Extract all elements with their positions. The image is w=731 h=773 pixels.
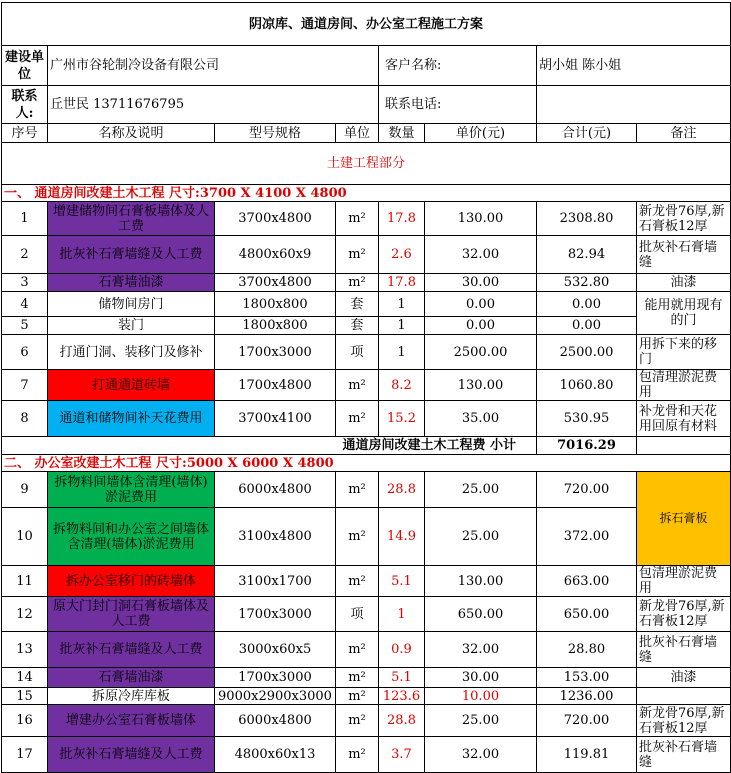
row-price: 30.00	[425, 668, 537, 688]
row-spec: 3100x4800	[215, 508, 336, 566]
row-name: 批灰补石膏墙缝及人工费	[48, 632, 215, 668]
row-qty: 1	[379, 317, 425, 335]
row-unit: m²	[336, 202, 379, 236]
row-unit: m²	[336, 566, 379, 597]
phone-value	[537, 86, 731, 124]
table-row	[2, 508, 731, 566]
row-no: 7	[2, 370, 48, 401]
row-unit: 套	[336, 317, 379, 335]
row-note: 新龙骨76厚,新石膏板12厚	[637, 202, 731, 236]
row-price: 0.00	[425, 292, 537, 317]
row-unit: 项	[336, 597, 379, 632]
row-name: 拆物料间墙体含清理(墙体)淤泥费用	[48, 472, 215, 508]
row-no: 3	[2, 274, 48, 292]
row-spec: 3700x4800	[215, 274, 336, 292]
row-note: 油漆	[637, 274, 731, 292]
table-row	[2, 737, 731, 773]
row-no: 8	[2, 401, 48, 437]
row-unit: 套	[336, 292, 379, 317]
row-qty: 3.7	[379, 737, 425, 773]
row-total: 1060.80	[537, 370, 637, 401]
contact-value: 丘世民 13711676795	[48, 86, 379, 124]
row-spec: 1700x3000	[215, 597, 336, 632]
row-total: 28.80	[537, 632, 637, 668]
construction-plan-sheet	[1, 2, 731, 773]
row-price: 650.00	[425, 597, 537, 632]
row-total: 82.94	[537, 236, 637, 274]
row-note: 用拆下来的移门	[637, 335, 731, 370]
row-total: 532.80	[537, 274, 637, 292]
row-note: 批灰补石膏墙缝	[637, 737, 731, 773]
phone-label: 联系电话:	[379, 86, 537, 124]
row-name: 拆原冷库库板	[48, 688, 215, 705]
col-header-price: 单价(元)	[425, 124, 537, 143]
row-qty: 5.1	[379, 566, 425, 597]
row-name: 批灰补石膏墙缝及人工费	[48, 236, 215, 274]
row-no: 9	[2, 472, 48, 508]
column-header-row	[2, 124, 731, 143]
row-unit: m²	[336, 401, 379, 437]
table-row	[2, 705, 731, 737]
row-name: 增建办公室石膏板墙体	[48, 705, 215, 737]
row-no: 17	[2, 737, 48, 773]
row-no: 16	[2, 705, 48, 737]
subtotal-label: 通道房间改建土木工程费 小计	[2, 437, 537, 455]
row-spec: 3100x1700	[215, 566, 336, 597]
row-qty: 8.2	[379, 370, 425, 401]
row-unit: m²	[336, 472, 379, 508]
row-note: 批灰补石膏墙缝	[637, 236, 731, 274]
row-qty: 5.1	[379, 668, 425, 688]
row-total: 372.00	[537, 508, 637, 566]
table-row	[2, 335, 731, 370]
row-spec: 6000x4800	[215, 705, 336, 737]
row-unit: m²	[336, 705, 379, 737]
sheet-title: 阴凉库、通道房间、办公室工程施工方案	[2, 3, 731, 46]
row-unit: m²	[336, 737, 379, 773]
row-spec: 3700x4800	[215, 202, 336, 236]
row-note: 能用就用现有的门	[637, 292, 731, 335]
row-total: 0.00	[537, 317, 637, 335]
row-name: 装门	[48, 317, 215, 335]
row-total: 720.00	[537, 472, 637, 508]
row-name: 打通通道砖墙	[48, 370, 215, 401]
row-qty: 17.8	[379, 274, 425, 292]
client-value: 胡小姐 陈小姐	[537, 46, 731, 86]
row-name: 石膏墙油漆	[48, 274, 215, 292]
row-unit: m²	[336, 274, 379, 292]
row-qty: 1	[379, 335, 425, 370]
row-name: 拆物料间和办公室之间墙体含清理(墙体)淤泥费用	[48, 508, 215, 566]
row-no: 15	[2, 688, 48, 705]
row-no: 10	[2, 508, 48, 566]
table-row	[2, 597, 731, 632]
builder-label: 建设单位	[2, 46, 48, 86]
row-price: 25.00	[425, 508, 537, 566]
row-total: 2308.80	[537, 202, 637, 236]
row-price: 130.00	[425, 370, 537, 401]
row-unit: m²	[336, 632, 379, 668]
col-header-total: 合计(元)	[537, 124, 637, 143]
row-price: 35.00	[425, 401, 537, 437]
row-total: 663.00	[537, 566, 637, 597]
row-no: 2	[2, 236, 48, 274]
row-note: 油漆	[637, 668, 731, 688]
row-spec: 1700x3000	[215, 668, 336, 688]
row-unit: 项	[336, 335, 379, 370]
row-qty: 1	[379, 597, 425, 632]
table-row	[2, 370, 731, 401]
row-total: 530.95	[537, 401, 637, 437]
row-total: 1236.00	[537, 688, 637, 705]
row-unit: m²	[336, 236, 379, 274]
row-price: 130.00	[425, 566, 537, 597]
row-qty: 28.8	[379, 472, 425, 508]
row-price: 30.00	[425, 274, 537, 292]
table-row	[2, 236, 731, 274]
row-name: 原大门封门洞石膏板墙体及人工费	[48, 597, 215, 632]
row-total: 153.00	[537, 668, 637, 688]
row-price: 25.00	[425, 705, 537, 737]
section1-title: 一、 通道房间改建土木工程 尺寸:3700 X 4100 X 4800	[2, 185, 731, 202]
col-header-qty: 数量	[379, 124, 425, 143]
row-total: 650.00	[537, 597, 637, 632]
row-qty: 14.9	[379, 508, 425, 566]
row-name: 打通门洞、装移门及修补	[48, 335, 215, 370]
row-note: 新龙骨76厚,新石膏板12厚	[637, 597, 731, 632]
civil-section-title: 土建工程部分	[2, 143, 731, 185]
row-name: 增建储物间石膏板墙体及人工费	[48, 202, 215, 236]
subtotal-row	[2, 437, 731, 455]
row-note: 补龙骨和天花用回原有材料	[637, 401, 731, 437]
row-qty: 2.6	[379, 236, 425, 274]
row-qty: 17.8	[379, 202, 425, 236]
col-header-unit: 单位	[336, 124, 379, 143]
row-spec: 3000x60x5	[215, 632, 336, 668]
row-no: 12	[2, 597, 48, 632]
row-no: 4	[2, 292, 48, 317]
row-no: 6	[2, 335, 48, 370]
row-total: 119.81	[537, 737, 637, 773]
row-price: 32.00	[425, 632, 537, 668]
row-qty: 123.6	[379, 688, 425, 705]
merged-note: 拆石膏板	[637, 472, 731, 566]
row-name: 拆办公室移门的砖墙体	[48, 566, 215, 597]
row-no: 13	[2, 632, 48, 668]
row-price: 130.00	[425, 202, 537, 236]
row-qty: 1	[379, 292, 425, 317]
table-row	[2, 292, 731, 317]
col-header-note: 备注	[637, 124, 731, 143]
row-price: 25.00	[425, 472, 537, 508]
col-header-no: 序号	[2, 124, 48, 143]
row-no: 14	[2, 668, 48, 688]
row-unit: m²	[336, 688, 379, 705]
table-row	[2, 317, 731, 335]
row-unit: m²	[336, 508, 379, 566]
builder-value: 广州市谷轮制冷设备有限公司	[48, 46, 379, 86]
row-price: 10.00	[425, 688, 537, 705]
row-spec: 1800x800	[215, 317, 336, 335]
row-name: 批灰补石膏墙缝及人工费	[48, 737, 215, 773]
row-price: 32.00	[425, 236, 537, 274]
col-header-name: 名称及说明	[48, 124, 215, 143]
row-name: 石膏墙油漆	[48, 668, 215, 688]
row-no: 5	[2, 317, 48, 335]
contact-label: 联系人:	[2, 86, 48, 124]
row-name: 通道和储物间补天花费用	[48, 401, 215, 437]
row-spec: 1700x3000	[215, 335, 336, 370]
row-note: 新龙骨76厚,新石膏板12厚	[637, 705, 731, 737]
row-no: 1	[2, 202, 48, 236]
row-qty: 15.2	[379, 401, 425, 437]
row-spec: 1700x4800	[215, 370, 336, 401]
table-row	[2, 632, 731, 668]
table-row	[2, 274, 731, 292]
row-note: 包清理淤泥费用	[637, 370, 731, 401]
row-price: 2500.00	[425, 335, 537, 370]
subtotal-note	[637, 437, 731, 455]
row-spec: 6000x4800	[215, 472, 336, 508]
table-row	[2, 566, 731, 597]
row-unit: m²	[336, 370, 379, 401]
row-note: 包清理淤泥费用	[637, 566, 731, 597]
table-row	[2, 401, 731, 437]
table-row	[2, 202, 731, 236]
row-spec: 9000x2900x3000	[215, 688, 336, 705]
row-spec: 4800x60x9	[215, 236, 336, 274]
row-no: 11	[2, 566, 48, 597]
row-total: 720.00	[537, 705, 637, 737]
row-total: 2500.00	[537, 335, 637, 370]
row-name: 储物间房门	[48, 292, 215, 317]
row-note	[637, 688, 731, 705]
table-row	[2, 688, 731, 705]
row-qty: 0.9	[379, 632, 425, 668]
subtotal-value: 7016.29	[537, 437, 637, 455]
table-row	[2, 472, 731, 508]
row-spec: 4800x60x13	[215, 737, 336, 773]
row-note: 批灰补石膏墙缝	[637, 632, 731, 668]
row-unit: m²	[336, 668, 379, 688]
section2-title: 二、 办公室改建土木工程 尺寸:5000 X 6000 X 4800	[2, 455, 731, 472]
row-price: 32.00	[425, 737, 537, 773]
row-total: 0.00	[537, 292, 637, 317]
row-price: 0.00	[425, 317, 537, 335]
row-spec: 1800x800	[215, 292, 336, 317]
col-header-spec: 型号规格	[215, 124, 336, 143]
row-qty: 28.8	[379, 705, 425, 737]
table-row	[2, 668, 731, 688]
row-spec: 3700x4100	[215, 401, 336, 437]
client-label: 客户名称:	[379, 46, 537, 86]
